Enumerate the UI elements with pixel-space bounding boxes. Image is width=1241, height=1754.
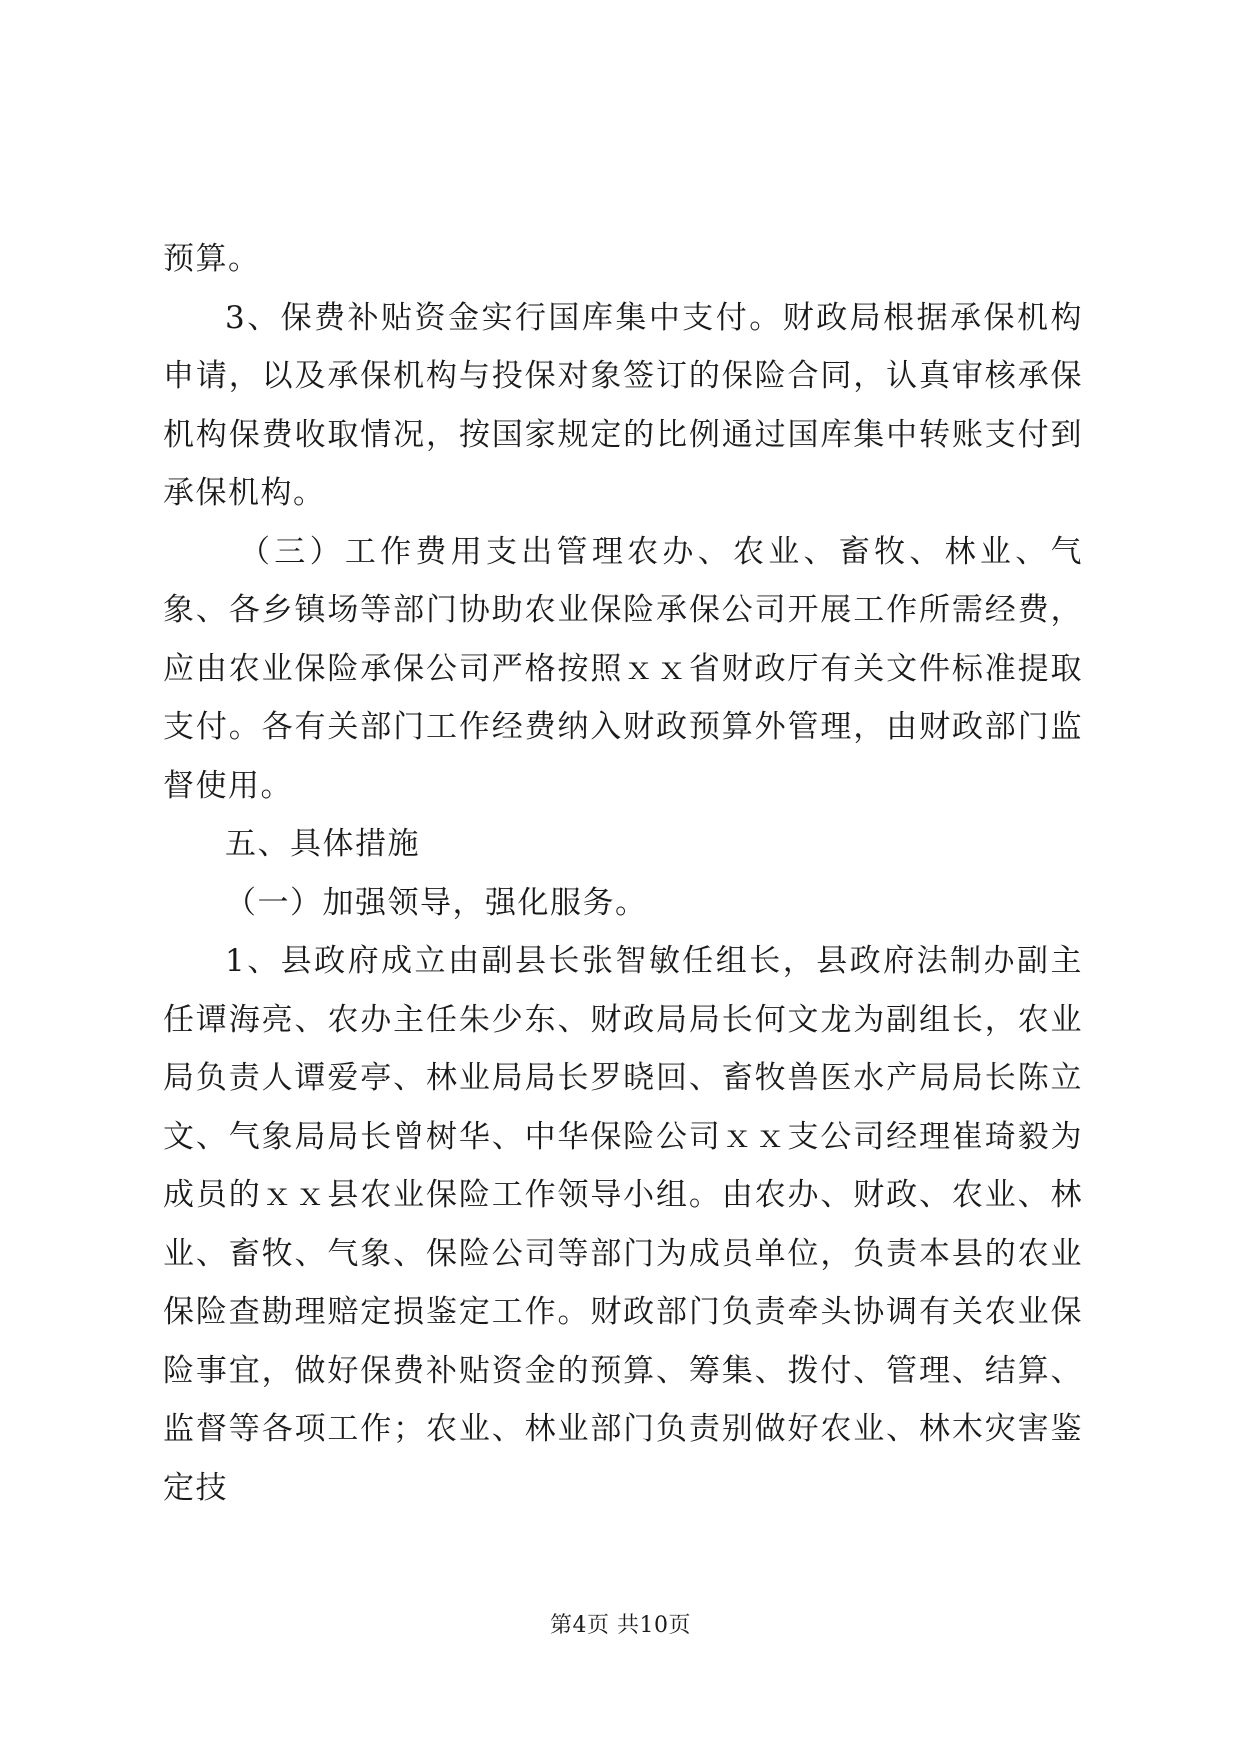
paragraph-budget-end: 预算。 [163,241,261,277]
paragraph-item-1: 1、县政府成立由副县长张智敏任组长，县政府法制办副主任谭海亮、农办主任朱少东、财政局局长何文龙为副组长，农业局负责人谭爱亭、林业局局长罗晓回、畜牧兽医水产局局长陈立文、气象局局长曾树华、中华保险公司ｘｘ支公司经理崔琦毅为成员的ｘｘ县农业保险工作领导小组。由农办、财政、农业、林业、畜牧、气象、保险公司等部门为成员单位，负责本县的农业保险查勘理赔定损鉴定工作。财政部门负责牵头协调有关农业保险事宜，做好保费补贴资金的预算、筹集、拨付、管理、结算、监督等各项工作；农业、林业部门负责别做好农业、林木灾害鉴定技 [163,943,1083,1506]
subsection-heading-1: （一）加强领导，强化服务。 [225,884,648,921]
paragraph-item-3: 3、保费补贴资金实行国库集中支付。财政局根据承保机构申请，以及承保机构与投保对象签订的保险合同，认真审核承保机构保费收取情况，按国家规定的比例通过国库集中转账支付到承保机构。 [163,299,1083,511]
document-body [163,230,1083,1517]
page-footer: 第4页 共10页 [550,1613,691,1638]
paragraph-work-expense: （三）工作费用支出管理农办、农业、畜牧、林业、气象、各乡镇场等部门协助农业保险承保公司开展工作所需经费，应由农业保险承保公司严格按照ｘｘ省财政厅有关文件标准提取支付。各有关部门工作经费纳入财政预算外管理，由财政部门监督使用。 [163,533,1083,804]
section-heading-5: 五、具体措施 [225,826,420,862]
